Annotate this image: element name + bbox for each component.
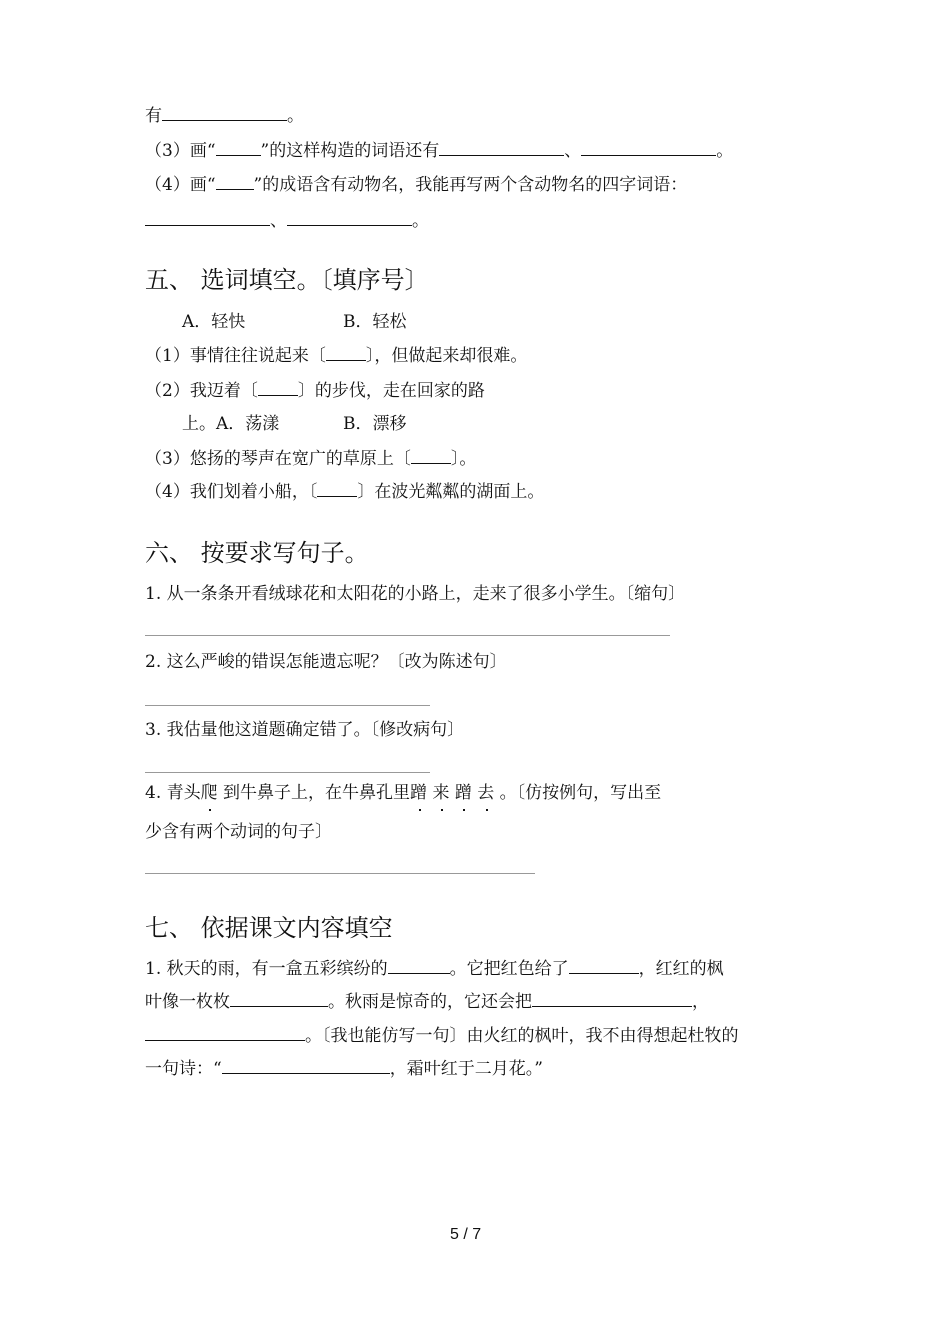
emphasis-char: 来 [432,783,450,803]
text: ，霜叶红于二月花。” [389,1059,543,1079]
text: （3）悠扬的琴声在宽广的草原上〔 [145,449,411,469]
text: 。 [716,141,734,161]
answer-blank[interactable] [532,990,692,1007]
text: 〕。 [450,449,477,469]
line [145,1024,739,1048]
text: 〕，但做起来却很难。 [365,346,528,366]
text: 1. 秋天的雨，有一盒五彩缤纷的 [145,959,388,979]
underline-mark [216,139,261,156]
answer-blank[interactable] [222,1057,390,1074]
answer-blank[interactable] [145,1024,305,1041]
option: A．轻快 [182,312,246,332]
text: 。它把红色给了 [449,959,569,979]
text: （4）画“ [145,175,216,195]
line [145,1057,543,1081]
question-3 [145,139,733,163]
text: 、 [270,211,287,231]
text: 4. 青头 [145,783,201,803]
line [145,957,724,981]
question [145,781,661,805]
page-number: 5 / 7 [450,1226,482,1243]
question [145,379,485,403]
line [145,990,709,1014]
question [145,447,476,471]
answer-blank[interactable] [569,957,639,974]
text: 。秋雨是惊奇的，它还会把 [328,992,532,1012]
text: ，红红的枫 [638,959,724,979]
question-4 [145,173,687,197]
answer-blank[interactable] [258,379,298,396]
answer-blank[interactable] [581,139,716,156]
answer-blank[interactable] [326,344,366,361]
emphasis-char: 蹭 [410,783,428,803]
text: 有 [145,106,162,126]
answer-blank[interactable] [145,209,270,226]
question: 3. 我估量他这道题确定错了。〔修改病句〕 [145,720,465,740]
underline-mark [216,173,254,190]
section-6-title: 六、 按要求写句子。 [145,539,369,567]
text: 到牛鼻子上，在牛鼻孔里 [217,783,411,803]
text: 。〔我也能仿写一句〕由火红的枫叶，我不由得想起杜牧的 [305,1026,739,1046]
text: 叶像一枚枚 [145,992,230,1012]
emphasis-char: 蹭 [454,783,472,803]
question [145,480,544,504]
question: 2. 这么严峻的错误怎能遗忘呢？〔改为陈述句〕 [145,652,507,672]
answer-blank[interactable] [388,957,450,974]
answer-line[interactable] [145,772,430,773]
emphasis-char: 去 [477,783,495,803]
option: B．漂移 [343,414,407,434]
answer-line[interactable] [145,873,535,874]
text: （2）我迈着〔 [145,381,258,401]
text: ”的成语含有动物名，我能再写两个含动物名的四字词语： [253,175,688,195]
line [145,209,429,233]
section-7-title: 七、 依据课文内容填空 [145,914,393,942]
line [145,104,304,128]
text: （1）事情往往说起来〔 [145,346,326,366]
emphasis-char: 爬 [200,783,218,803]
text: （4）我们划着小船，〔 [145,482,318,502]
answer-blank[interactable] [439,139,564,156]
text: 一句诗：“ [145,1059,222,1079]
option: B．轻松 [343,312,407,332]
answer-line[interactable] [145,705,430,706]
text: 〕在波光粼粼的湖面上。 [357,482,545,502]
text: 。〔仿按例句，写出至 [494,783,662,803]
question: 1. 从一条条开看绒球花和太阳花的小路上，走来了很多小学生。〔缩句〕 [145,584,686,604]
section-5-title: 五、 选词填空。〔填序号〕 [145,266,429,294]
answer-blank[interactable] [162,104,287,121]
answer-line[interactable] [145,635,670,636]
text: 〕的步伐，走在回家的路 [297,381,485,401]
text: 。 [412,211,429,231]
question [145,344,527,368]
text: 。 [287,106,304,126]
answer-blank[interactable] [317,480,357,497]
option: 上。A．荡漾 [182,414,280,434]
question-cont: 少含有两个动词的句子〕 [145,822,332,842]
text: 、 [564,141,582,161]
text: ”的这样构造的词语还有 [260,141,440,161]
answer-blank[interactable] [411,447,451,464]
answer-blank[interactable] [230,990,328,1007]
text: ， [692,992,709,1012]
text: （3）画“ [145,141,216,161]
answer-blank[interactable] [287,209,412,226]
